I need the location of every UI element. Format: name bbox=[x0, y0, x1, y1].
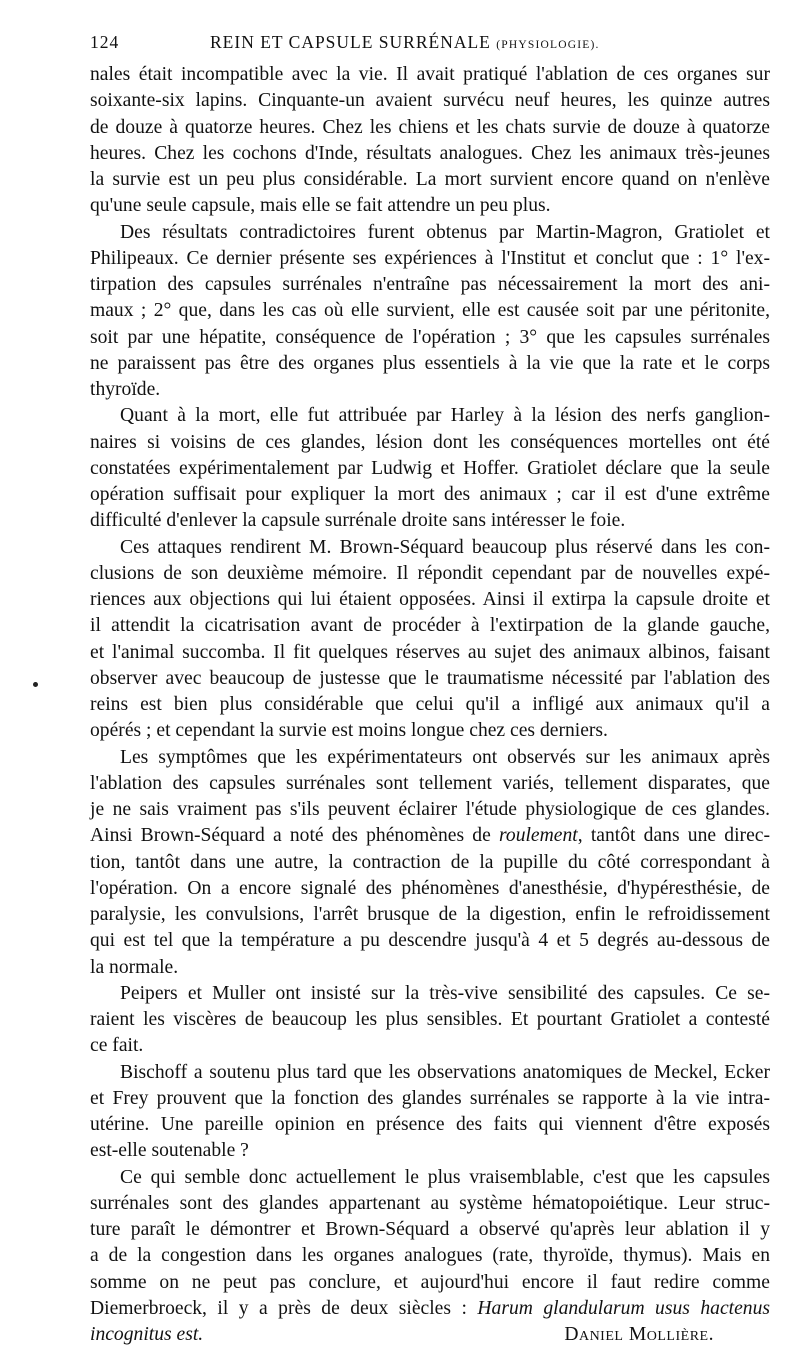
text-line: a de la congestion dans les organes analogues (rate, thyroïde, thymus). Mais en bbox=[90, 1245, 770, 1267]
text-line: Diemerbroeck, il y a près de deux siècles : Harum glandularum usus hactenus bbox=[90, 1297, 771, 1319]
paragraph bbox=[90, 62, 770, 220]
text-line: ture paraît le démontrer et Brown-Séquard a observé qu'après leur ablation il y bbox=[90, 1219, 770, 1240]
text-line: Ces attaques rendirent M. Brown-Séquard beaucoup plus réservé dans les con- bbox=[120, 536, 770, 558]
book-page bbox=[90, 26, 770, 1348]
text-line: ne paraissent pas être des organes plus essentiels à la vie que la rate et le corps bbox=[90, 352, 770, 374]
text-line: thyroïde. bbox=[90, 379, 161, 400]
page-number: 124 bbox=[90, 32, 120, 52]
margin-ink-dot bbox=[33, 682, 38, 687]
text-line: maux ; 2° que, dans les cas où elle survient, elle est causée soit par une péritonite, bbox=[90, 300, 770, 322]
page-header bbox=[90, 26, 770, 62]
text-line: opérés ; et cependant la survie est moins longue chez ces derniers. bbox=[90, 720, 608, 742]
closing-italic-text: incognitus est. bbox=[90, 1324, 204, 1345]
text-line: raient les viscères de beaucoup les plus sensibles. Et pourtant Gratiolet a contesté bbox=[90, 1009, 770, 1030]
text-line: de douze à quatorze heures. Chez les chiens et les chats survie de douze à quatorze bbox=[90, 116, 770, 138]
text-line: opération suffisait pour expliquer la mort des animaux ; car il est d'une extrême bbox=[90, 484, 770, 505]
text-line: Quant à la mort, elle fut attribuée par Harley à la lésion des nerfs ganglion- bbox=[120, 405, 770, 427]
text-line: tion, tantôt dans une autre, la contraction de la pupille du côté correspondant à bbox=[90, 851, 770, 873]
text-line: est-elle soutenable ? bbox=[90, 1140, 249, 1162]
text-line: la normale. bbox=[90, 956, 179, 978]
text-line: soit par une hépatite, conséquence de l'opération ; 3° que les capsules surrénales bbox=[90, 326, 770, 348]
text-line: je ne sais vraiment pas s'ils peuvent éclairer l'étude physiologique de ces glandes. bbox=[90, 799, 770, 820]
text-line: l'ablation des capsules surrénales sont tellement variés, tellement disparates, que bbox=[90, 772, 770, 794]
text-line: reins est bien plus considérable que celui qu'il a infligé aux animaux qu'il a bbox=[90, 694, 770, 715]
text-line: ce fait. bbox=[90, 1035, 144, 1057]
text-line: heures. Chez les cochons d'Inde, résultats analogues. Chez les animaux très-jeunes bbox=[90, 142, 770, 164]
paragraph bbox=[90, 981, 770, 1060]
text-line: difficulté d'enlever la capsule surrénale droite sans intéresser le foie. bbox=[90, 510, 626, 532]
paragraph bbox=[90, 1165, 770, 1323]
text-line: Peipers et Muller ont insisté sur la très-vive sensibilité des capsules. Ce se- bbox=[120, 982, 770, 1004]
text-line: observer avec beaucoup de justesse que le traumatisme nécessité par l'ablation des bbox=[90, 667, 770, 689]
paragraph bbox=[90, 745, 770, 981]
paragraph bbox=[90, 403, 770, 534]
text-line: riences aux objections qui lui étaient opposées. Ainsi il extirpa la capsule droite et bbox=[90, 589, 770, 610]
author-signature: Daniel Mollière. bbox=[564, 1324, 714, 1345]
text-line: surrénales sont des glandes appartenant au système hématopoiétique. Leur struc- bbox=[90, 1192, 770, 1214]
text-line: Les symptômes que les expérimentateurs ont observés sur les animaux après bbox=[120, 746, 770, 768]
text-line: soixante-six lapins. Cinquante-un avaient survécu neuf heures, les quinze autres bbox=[90, 90, 770, 112]
text-line: il attendit la cicatrisation avant de procéder à l'extirpation de la glande gauche, bbox=[90, 615, 770, 637]
closing-line bbox=[90, 1322, 770, 1348]
text-line: qu'une seule capsule, mais elle se fait attendre un peu plus. bbox=[90, 195, 551, 217]
text-line: paralysie, les convulsions, l'arrêt brusque de la digestion, enfin le refroidissement bbox=[90, 904, 770, 925]
text-line: constatées expérimentalement par Ludwig et Hoffer. Gratiolet déclare que la seule bbox=[90, 457, 770, 479]
running-title: REIN ET CAPSULE SURRÉNALE bbox=[210, 32, 491, 52]
text-line: Bischoff a soutenu plus tard que les observations anatomiques de Meckel, Ecker bbox=[120, 1061, 770, 1083]
text-line: l'opération. On a encore signalé des phénomènes d'anesthésie, d'hypéresthésie, de bbox=[90, 877, 770, 899]
text-line: somme on ne peut pas conclure, et aujourd'hui encore il faut redire comme bbox=[90, 1271, 770, 1293]
text-line: nales était incompatible avec la vie. Il avait pratiqué l'ablation de ces organes sur bbox=[90, 64, 770, 85]
text-line: tirpation des capsules surrénales n'entraîne pas nécessairement la mort des ani- bbox=[90, 274, 770, 295]
text-line: et Frey prouvent que la fonction des glandes surrénales se rapporte à la vie intra- bbox=[90, 1087, 770, 1109]
running-head bbox=[210, 32, 600, 53]
article-body bbox=[90, 62, 770, 1348]
text-line: Ainsi Brown-Séquard a noté des phénomènes de roulement, tantôt dans une direc- bbox=[90, 825, 770, 847]
text-line: naires si voisins de ces glandes, lésion dont les conséquences mortelles ont été bbox=[90, 431, 770, 453]
text-line: Ce qui semble donc actuellement le plus vraisemblable, c'est que les capsules bbox=[120, 1166, 770, 1188]
text-line: clusions de son deuxième mémoire. Il répondit cependant par de nouvelles expé- bbox=[90, 562, 770, 584]
paragraph bbox=[90, 535, 770, 745]
text-line: la survie est un peu plus considérable. La mort survient encore quand on n'enlève bbox=[90, 169, 770, 190]
text-line: et l'animal succomba. Il fit quelques réserves au sujet des animaux albinos, faisant bbox=[90, 641, 770, 663]
text-line: utérine. Une pareille opinion en présence des faits qui viennent d'être exposés bbox=[90, 1114, 770, 1135]
text-line: Philipeaux. Ce dernier présente ses expériences à l'Institut et conclut que : 1° l'ex- bbox=[90, 247, 770, 269]
text-line: Des résultats contradictoires furent obtenus par Martin-Magron, Gratiolet et bbox=[120, 221, 770, 243]
paragraph bbox=[90, 220, 770, 404]
text-line: qui est tel que la température a pu descendre jusqu'à 4 et 5 degrés au-dessous de bbox=[90, 930, 770, 952]
running-subtitle: (PHYSIOLOGIE). bbox=[496, 39, 600, 51]
paragraph bbox=[90, 1060, 770, 1165]
